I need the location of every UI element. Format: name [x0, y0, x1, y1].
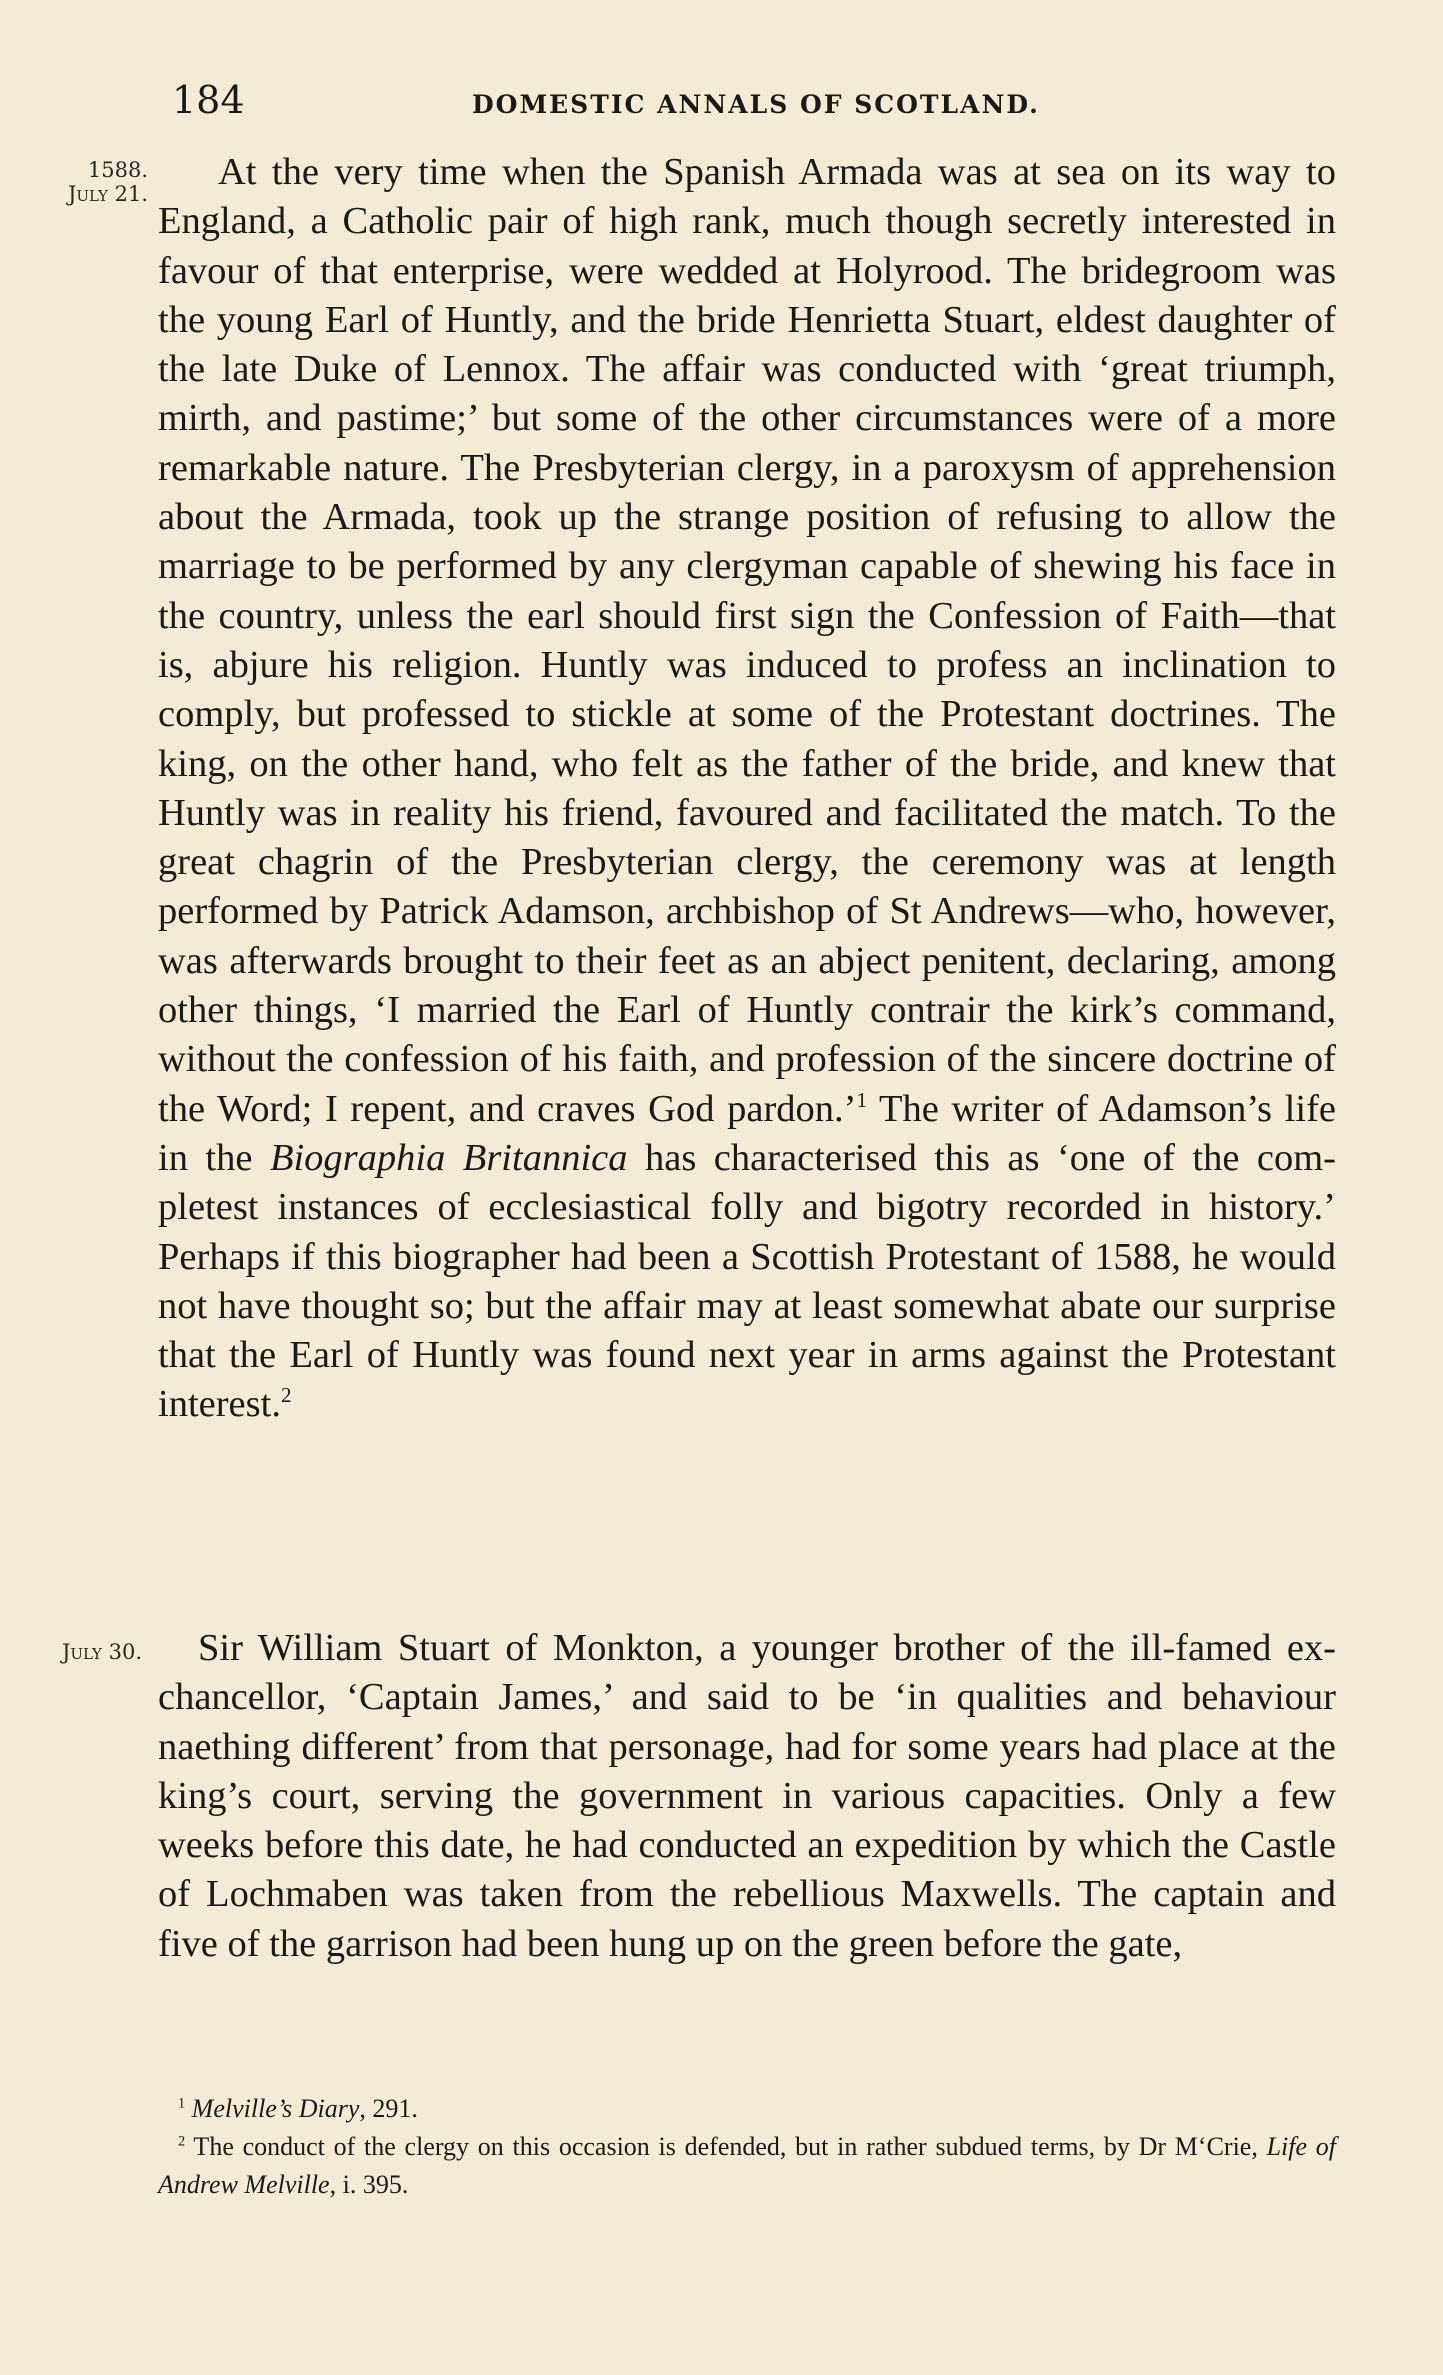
- page-number: 184: [172, 78, 245, 122]
- footnote-mark: 1: [178, 2095, 186, 2112]
- paragraph-text: has characterised this as ‘one of the com- pletest instances of ecclesiastical folly and bigotry recorded in history.’ Perhaps if this biographer had been a Scottish Protestant of 1588, he would not have thought so; but the affair may at least somewhat abate our surprise that the Earl of Huntly was found next year in arms against the Protestant interest.: [158, 1136, 1337, 1426]
- margin-note-date-2: July 30.: [61, 1640, 142, 1664]
- footnote-2: [158, 2128, 1336, 2204]
- footnote-1: [158, 2090, 1336, 2128]
- paragraph-text: The writer of Adamson’s life in the: [158, 1087, 1336, 1179]
- footnote-text: The conduct of the clergy on this occasion is defended, but in rather subdued terms, by Dr M‘Crie,: [185, 2132, 1267, 2161]
- footnote-italic: Life of Andrew Melville: [158, 2132, 1337, 2199]
- paragraph-text: At the very time when the Spanish Armada was at sea on its way to England, a Catholic pair of high rank, much though secretly interested in favour of that enterprise, were wedded at Holyrood. The bridegroom was the young Earl of Huntly, and the bride Henrietta Stuart, eldest daughter of the late Duke of Lennox. The affair was conducted with ‘great triumph, mirth, and pastime;’ but some of the other circumstances were of a more remarkable nature. The Presbyterian clergy, in a paroxysm of apprehension about the Armada, took up the strange position of refusing to allow the marriage to be performed by any clergyman capable of shewing his face in the country, unless the earl should first sign the Confession of Faith—that is, abjure his religion. Huntly was induced to profess an inclination to comply, but professed to stickle at some of the Protestant doctrines. The king, on the other hand, who felt as the father of the bride, and knew that Huntly was in reality his friend, favoured and facilitated the match. To the great chagrin of the Presbyterian clergy, the ceremony was at length performed by Patrick Adamson, archbishop of St Andrews—who, however, was afterwards brought to their feet as an abject penitent, declaring, among other things, ‘I married the Earl of Huntly contrair the kirk’s command, without the confession of his faith, and profession of the sincere doctrine of the Word; I repent, and craves God pardon.’: [158, 151, 1336, 1130]
- paragraph-huntly-wedding: [158, 148, 1336, 1430]
- italic-title: Biographia Britannica: [269, 1136, 628, 1179]
- running-title: DOMESTIC ANNALS OF SCOTLAND.: [472, 90, 1040, 119]
- margin-note-date-1: [40, 158, 148, 206]
- margin-note-day: July 21.: [67, 182, 148, 206]
- paragraph-william-stuart: Sir William Stuart of Monkton, a younger brother of the ill-famed ex-chancellor, ‘Captain James,’ and said to be ‘in qualities and behaviour naething different’ from that personage, had for some years had place at the king’s court, serving the government in various capacities. Only a few weeks before this date, he had conducted an expedition by which the Castle of Lochmaben was taken from the rebellious Maxwells. The captain and five of the garrison had been hung up on the green before the gate,: [158, 1627, 1336, 1965]
- footnote-ref-1: 1: [856, 1087, 868, 1112]
- footnote-text: , i. 395.: [329, 2170, 409, 2199]
- footnote-italic: Melville’s Diary: [191, 2094, 360, 2123]
- footnote-text: , 291.: [359, 2094, 418, 2123]
- page-header: [172, 78, 1352, 128]
- footnotes: [158, 2090, 1336, 2204]
- margin-note-year: 1588.: [87, 158, 148, 182]
- footnote-mark: 2: [178, 2133, 186, 2150]
- footnote-ref-2: 2: [280, 1383, 292, 1408]
